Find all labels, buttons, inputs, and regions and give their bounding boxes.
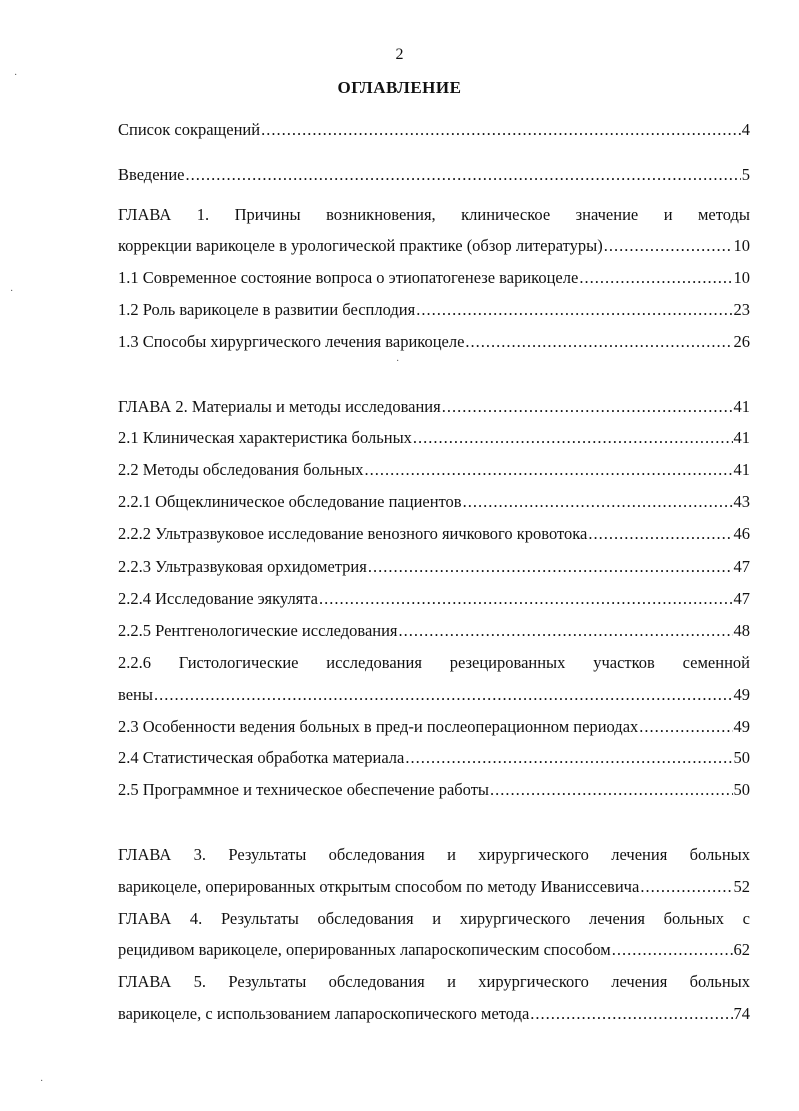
toc-entry-text: 2.5 Программное и техническое обеспечение работы (118, 780, 489, 799)
toc-page-number: 5 (741, 165, 750, 184)
toc-entry-section-2-2-6-line-2[interactable] (118, 683, 750, 707)
scan-speck: · (14, 70, 18, 81)
toc-page-number: 74 (733, 1004, 750, 1023)
toc-entry-chapter-5-line-2[interactable] (118, 1002, 750, 1026)
toc-entry-section-2-4[interactable] (118, 746, 750, 770)
leader-dots (490, 778, 733, 802)
toc-page-number: 4 (741, 120, 750, 139)
leader-dots (186, 163, 741, 187)
toc-entry-chapter-2[interactable] (118, 395, 750, 419)
leader-dots (364, 458, 732, 482)
toc-entry-text: 1.1 Современное состояние вопроса о этиопатогенезе варикоцеле (118, 268, 579, 287)
leader-dots (416, 298, 732, 322)
leader-dots (399, 619, 733, 643)
toc-page-number: 41 (733, 460, 750, 479)
toc-entry-chapter-4-line-1[interactable] (118, 907, 750, 931)
toc-page-number: 43 (733, 492, 750, 511)
toc-page-number: 52 (733, 877, 750, 896)
toc-page-number: 41 (733, 428, 750, 447)
toc-page-number: 50 (733, 748, 750, 767)
toc-entry-text: 2.2.1 Общеклиническое обследование пациентов (118, 492, 462, 511)
leader-dots (530, 1002, 732, 1026)
toc-page-number: 10 (733, 236, 750, 255)
leader-dots (640, 875, 732, 899)
toc-entry-text: 1.3 Способы хирургического лечения варикоцеле (118, 332, 465, 351)
toc-entry-section-2-2-6-line-1[interactable] (118, 651, 750, 675)
toc-entry-section-2-3[interactable] (118, 715, 750, 739)
toc-entry-chapter-4-line-2[interactable] (118, 938, 750, 962)
leader-dots (405, 746, 732, 770)
toc-entry-section-2-2-2[interactable] (118, 522, 750, 546)
toc-entry-chapter-3-line-2[interactable] (118, 875, 750, 899)
toc-entry-text: коррекции варикоцеле в урологической практике (обзор литературы) (118, 236, 603, 255)
toc-entry-text: 2.2.4 Исследование эякулята (118, 589, 318, 608)
page-title: ОГЛАВЛЕНИЕ (337, 78, 462, 97)
toc-page-number: 10 (733, 268, 750, 287)
toc-entry-text: 2.4 Статистическая обработка материала (118, 748, 405, 767)
toc-entry-chapter-1-line-1[interactable] (118, 203, 750, 227)
toc-page-number: 50 (733, 780, 750, 799)
toc-entry-section-2-2-4[interactable] (118, 587, 750, 611)
toc-entry-chapter-3-line-1[interactable] (118, 843, 750, 867)
leader-dots (579, 266, 732, 290)
toc-entry-text: 2.2.5 Рентгенологические исследования (118, 621, 398, 640)
toc-entry-introduction[interactable] (118, 163, 750, 187)
toc-entry-text: 2.2.2 Ультразвуковое исследование венозного яичкового кровотока (118, 524, 588, 543)
toc-entry-text: ГЛАВА 2. Материалы и методы исследования (118, 397, 441, 416)
toc-page-number: 62 (733, 940, 750, 959)
toc-entry-text: 1.2 Роль варикоцеле в развитии бесплодия (118, 300, 416, 319)
toc-page-number: 46 (733, 524, 750, 543)
toc-page-number: 41 (733, 397, 750, 416)
toc-page-number: 49 (733, 717, 750, 736)
toc-entry-text: ГЛАВА 4. Результаты обследования и хирургического лечения больных с (118, 909, 750, 928)
toc-entry-text: ГЛАВА 5. Результаты обследования и хирургического лечения больных (118, 972, 750, 991)
toc-page-number: 49 (733, 685, 750, 704)
toc-page-number: 23 (733, 300, 750, 319)
leader-dots (612, 938, 733, 962)
toc-entry-text: ГЛАВА 1. Причины возникновения, клиническое значение и методы (118, 205, 750, 224)
toc-entry-text: варикоцеле, оперированных открытым способом по методу Иванисcевича (118, 877, 640, 896)
toc-entry-text: рецидивом варикоцеле, оперированных лапароскопическим способом (118, 940, 611, 959)
leader-dots (261, 118, 741, 142)
toc-entry-text: 2.2 Методы обследования больных (118, 460, 364, 479)
toc-entry-text: 2.1 Клиническая характеристика больных (118, 428, 412, 447)
leader-dots (588, 522, 732, 546)
toc-entry-text: Список сокращений (118, 120, 261, 139)
toc-entry-section-1-3[interactable] (118, 330, 750, 354)
toc-entry-section-2-5[interactable] (118, 778, 750, 802)
leader-dots (604, 234, 733, 258)
toc-entry-section-2-2-3[interactable] (118, 555, 750, 579)
toc-entry-text: варикоцеле, с использованием лапароскопического метода (118, 1004, 530, 1023)
toc-page-number: 26 (733, 332, 750, 351)
page-number: 2 (395, 46, 404, 63)
toc-entry-text: 2.2.3 Ультразвуковая орхидометрия (118, 557, 367, 576)
toc-entry-section-1-1[interactable] (118, 266, 750, 290)
leader-dots (319, 587, 733, 611)
toc-page-number: 47 (733, 589, 750, 608)
toc-entry-abbreviations[interactable] (118, 118, 750, 142)
leader-dots (463, 490, 733, 514)
leader-dots (368, 555, 733, 579)
toc-entry-text: ГЛАВА 3. Результаты обследования и хирургического лечения больных (118, 845, 750, 864)
toc-entry-section-1-2[interactable] (118, 298, 750, 322)
leader-dots (465, 330, 732, 354)
scan-speck: · (396, 356, 400, 367)
scan-speck: · (10, 286, 14, 297)
toc-entry-section-2-2[interactable] (118, 458, 750, 482)
toc-page-number: 47 (733, 557, 750, 576)
toc-entry-text: 2.2.6 Гистологические исследования резецированных участков семенной (118, 653, 750, 672)
leader-dots (154, 683, 733, 707)
leader-dots (639, 715, 732, 739)
toc-entry-chapter-5-line-1[interactable] (118, 970, 750, 994)
toc-entry-text: 2.3 Особенности ведения больных в пред-и послеоперационном периодах (118, 717, 639, 736)
leader-dots (413, 426, 733, 450)
toc-page-number: 48 (733, 621, 750, 640)
scan-speck: · (40, 1076, 44, 1087)
toc-entry-text: вены (118, 685, 153, 704)
toc-entry-section-2-2-1[interactable] (118, 490, 750, 514)
toc-entry-section-2-1[interactable] (118, 426, 750, 450)
toc-entry-section-2-2-5[interactable] (118, 619, 750, 643)
leader-dots (442, 395, 733, 419)
toc-entry-chapter-1-line-2[interactable] (118, 234, 750, 258)
toc-entry-text: Введение (118, 165, 185, 184)
